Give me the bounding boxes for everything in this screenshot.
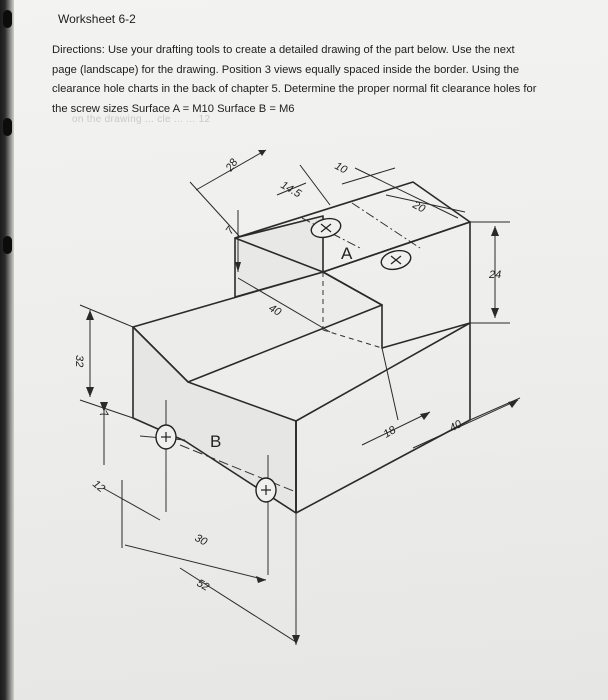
dim-14-5: 14.5 <box>278 179 304 201</box>
dim-52: 52 <box>194 577 212 594</box>
dim-12: 12 <box>90 478 108 496</box>
dim-7-top: 7 <box>223 224 237 237</box>
bleed-through-text: on the drawing ... cle ... ... 12 <box>72 114 211 125</box>
dim-7-left: 7 <box>96 408 110 420</box>
worksheet-title: Worksheet 6-2 <box>58 12 136 26</box>
surface-a-label: A <box>341 244 353 263</box>
dim-24: 24 <box>489 269 502 281</box>
dim-40-top: 40 <box>266 302 284 319</box>
dim-30: 30 <box>192 532 210 549</box>
dim-20: 20 <box>410 199 428 216</box>
dim-28: 28 <box>223 156 241 174</box>
directions-text: Directions: Use your drafting tools to create a detailed drawing of the part below. Use the next page (landscape) for the drawing. Position 3 views equally spaced inside the border. Using the clearance hole charts in the back of chapter 5. Determine the proper normal fit clearance holes for the screw sizes Surface A = M10 Surface B = M6 <box>52 44 537 115</box>
dim-10: 10 <box>332 160 350 177</box>
part-outline <box>133 182 470 513</box>
dim-40-right: 40 <box>447 418 465 435</box>
dim-32: 32 <box>73 355 85 368</box>
surface-b-label: B <box>210 432 222 451</box>
dim-18: 18 <box>381 424 399 441</box>
